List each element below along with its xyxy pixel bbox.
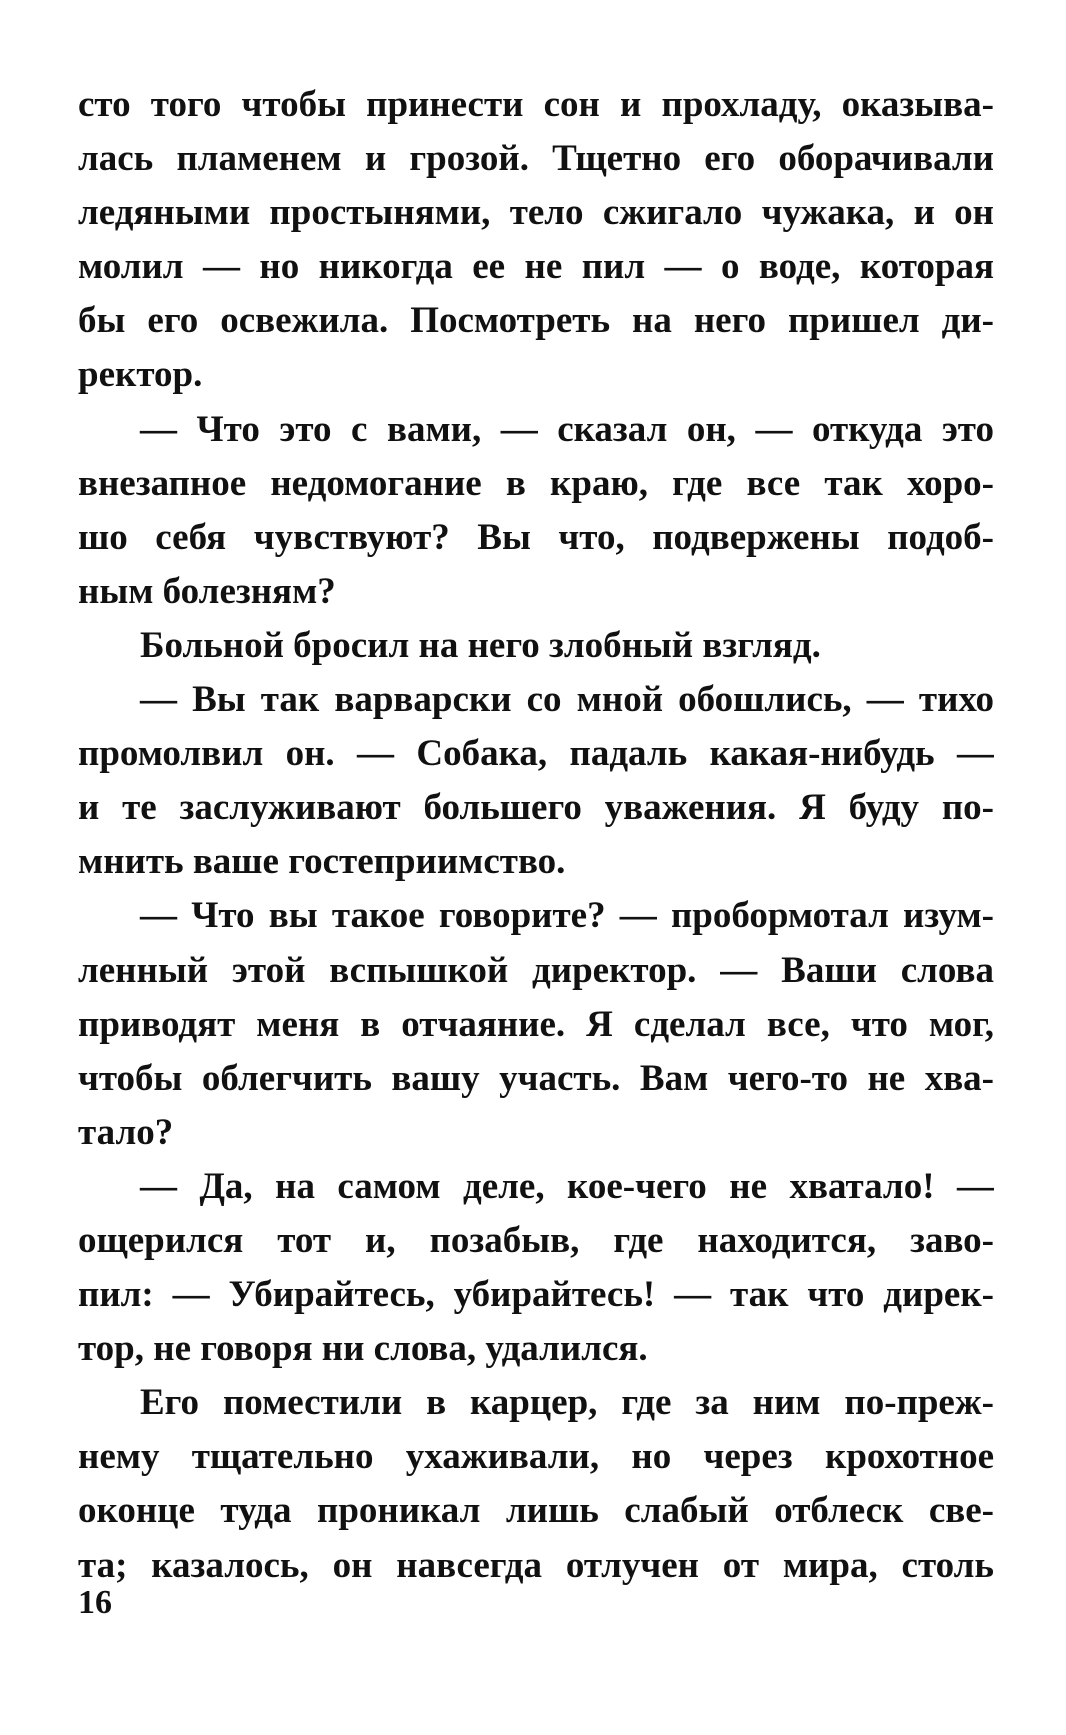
text-line: приводят меня в отчаяние. Я сделал все, что мог, <box>78 1003 994 1045</box>
text-line: ным болезням? <box>78 570 336 612</box>
text-line: тор, не говоря ни слова, удалился. <box>78 1328 648 1370</box>
text-line: — Вы так варварски со мной обошлись, — тихо <box>140 679 994 721</box>
text-line: мнить ваше гостеприимство. <box>78 841 566 883</box>
text-line: чтобы облегчить вашу участь. Вам чего-то не хва- <box>78 1057 994 1099</box>
text-line: ощерился тот и, позабыв, где находится, заво- <box>78 1219 994 1261</box>
text-line: Его поместили в карцер, где за ним по-преж- <box>140 1382 994 1424</box>
text-line: оконце туда проникал лишь слабый отблеск све- <box>78 1490 994 1532</box>
text-line: тало? <box>78 1111 174 1153</box>
text-line: ледяными простынями, тело сжигало чужака, и он <box>78 192 994 234</box>
text-line: сто того чтобы принести сон и прохладу, оказыва- <box>78 84 994 125</box>
text-line: та; казалось, он навсегда отлучен от мира, столь <box>78 1544 994 1586</box>
text-line: Больной бросил на него злобный взгляд. <box>140 624 821 666</box>
text-line: промолвил он. — Собака, падаль какая-нибудь — <box>78 733 994 775</box>
text-line: внезапное недомогание в краю, где все так хоро- <box>78 462 994 504</box>
body-text <box>78 78 994 1593</box>
text-line: бы его освежила. Посмотреть на него пришел ди- <box>78 300 994 342</box>
text-line: — Что вы такое говорите? — пробормотал изум- <box>140 895 994 937</box>
text-line: нему тщательно ухаживали, но через крохотное <box>78 1436 994 1478</box>
text-line: лась пламенем и грозой. Тщетно его оборачивали <box>78 138 994 180</box>
text-line: — Да, на самом деле, кое-чего не хватало! — <box>140 1165 994 1207</box>
page-number: 16 <box>78 1584 112 1621</box>
text-line: молил — но никогда ее не пил — о воде, которая <box>78 246 994 288</box>
text-line: ленный этой вспышкой директор. — Ваши слова <box>78 949 994 991</box>
text-line: — Что это с вами, — сказал он, — откуда это <box>140 408 994 450</box>
text-line: ректор. <box>78 354 203 396</box>
text-line: шо себя чувствуют? Вы что, подвержены подоб- <box>78 516 994 558</box>
text-line: и те заслуживают большего уважения. Я буду по- <box>78 787 994 829</box>
text-line: пил: — Убирайтесь, убирайтесь! — так что дирек- <box>78 1274 994 1316</box>
